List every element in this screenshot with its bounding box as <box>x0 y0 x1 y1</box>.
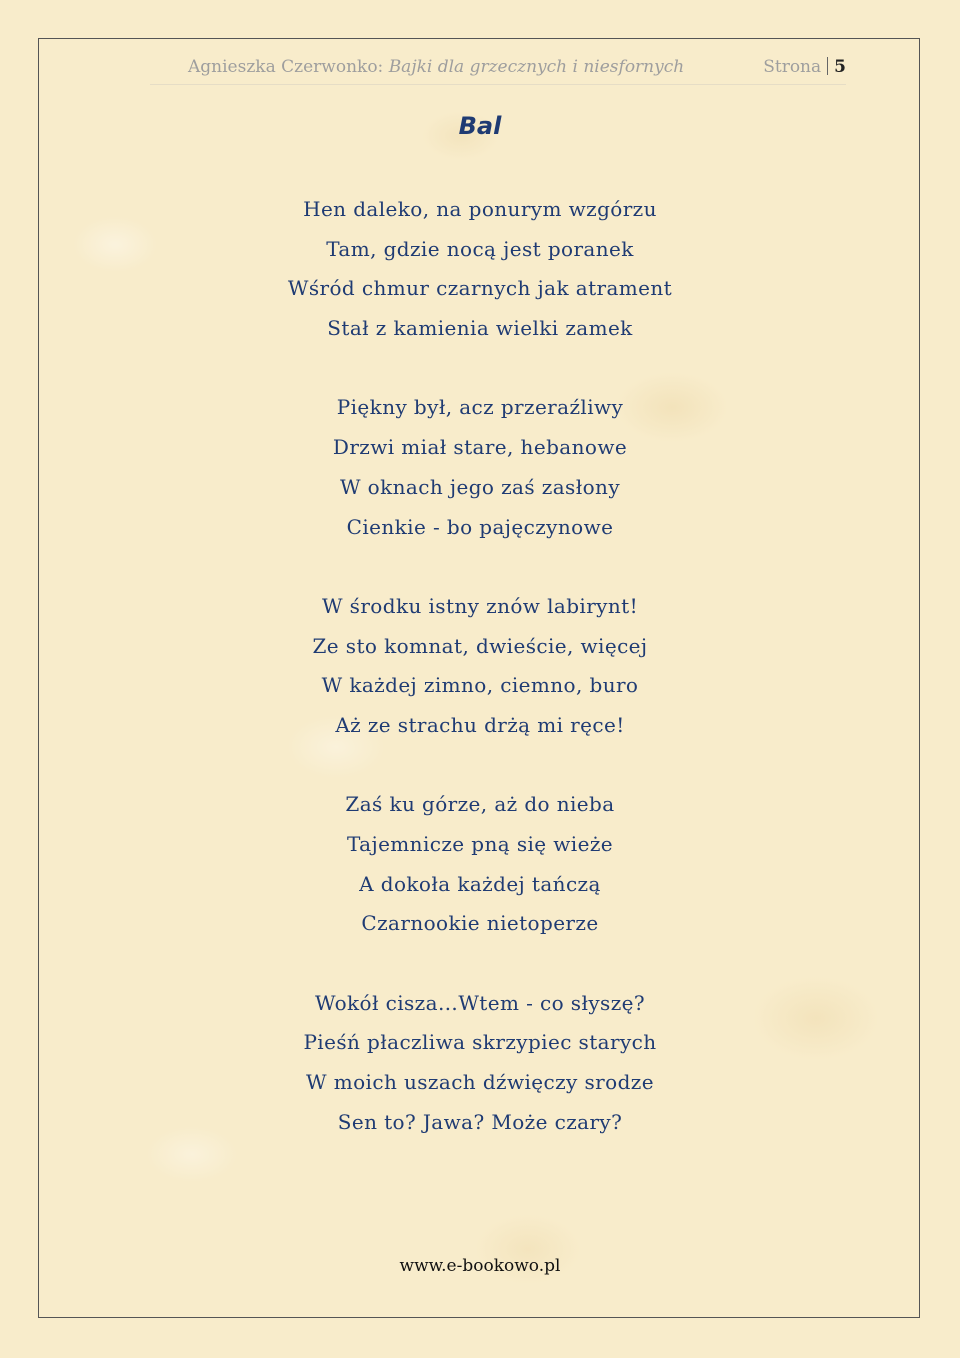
poem-line: Wokół cisza…Wtem - co słyszę? <box>314 990 646 1015</box>
poem-title: Bal <box>458 112 502 140</box>
stanza <box>0 785 960 944</box>
poem-line: Hen daleko, na ponurym wzgórzu <box>303 197 657 221</box>
poem-body <box>0 190 960 1182</box>
header-page-indicator <box>763 57 846 77</box>
poem-line: Ze sto komnat, dwieście, więcej <box>312 633 648 658</box>
poem-line: Wśród chmur czarnych jak atrament <box>287 276 673 301</box>
poem-line: Cienkie - bo pajęczynowe <box>346 514 614 539</box>
poem-line: W środku istny znów labirynt! <box>321 593 639 618</box>
header-book-title: Bajki dla grzecznych i niesfornych <box>388 57 685 77</box>
poem-line: Aż ze strachu drżą mi ręce! <box>335 712 625 737</box>
poem-line: Sen to? Jawa? Może czary? <box>337 1109 623 1134</box>
poem-line: W moich uszach dźwięczy srodze <box>306 1070 654 1095</box>
stanza <box>0 587 960 746</box>
footer-website-link[interactable]: www.e-bookowo.pl <box>399 1256 561 1276</box>
page-header <box>150 54 846 85</box>
poem-line: A dokoła każdej tańczą <box>359 871 601 896</box>
stanza <box>0 190 960 349</box>
poem-line: W oknach jego zaś zasłony <box>339 474 621 499</box>
poem-line: Piękny był, acz przeraźliwy <box>336 395 624 420</box>
page-number: 5 <box>834 57 846 77</box>
poem-line: Pieśń płaczliwa skrzypiec starych <box>303 1030 657 1055</box>
poem-line: Drzwi miał stare, hebanowe <box>332 435 628 460</box>
stanza <box>0 984 960 1143</box>
header-author-title <box>188 57 684 77</box>
page-label: Strona <box>763 57 822 77</box>
poem-line: Czarnookie nietoperze <box>361 911 599 936</box>
poem-line: Zaś ku górze, aż do nieba <box>345 792 615 817</box>
poem-line: W każdej zimno, ciemno, buro <box>321 673 639 698</box>
poem-line: Stał z kamienia wielki zamek <box>327 316 633 341</box>
poem-line: Tam, gdzie nocą jest poranek <box>326 236 634 261</box>
stanza <box>0 388 960 547</box>
header-author: Agnieszka Czerwonko: <box>188 57 384 77</box>
poem-line: Tajemnicze pną się wieże <box>346 832 614 856</box>
header-separator <box>827 57 828 75</box>
